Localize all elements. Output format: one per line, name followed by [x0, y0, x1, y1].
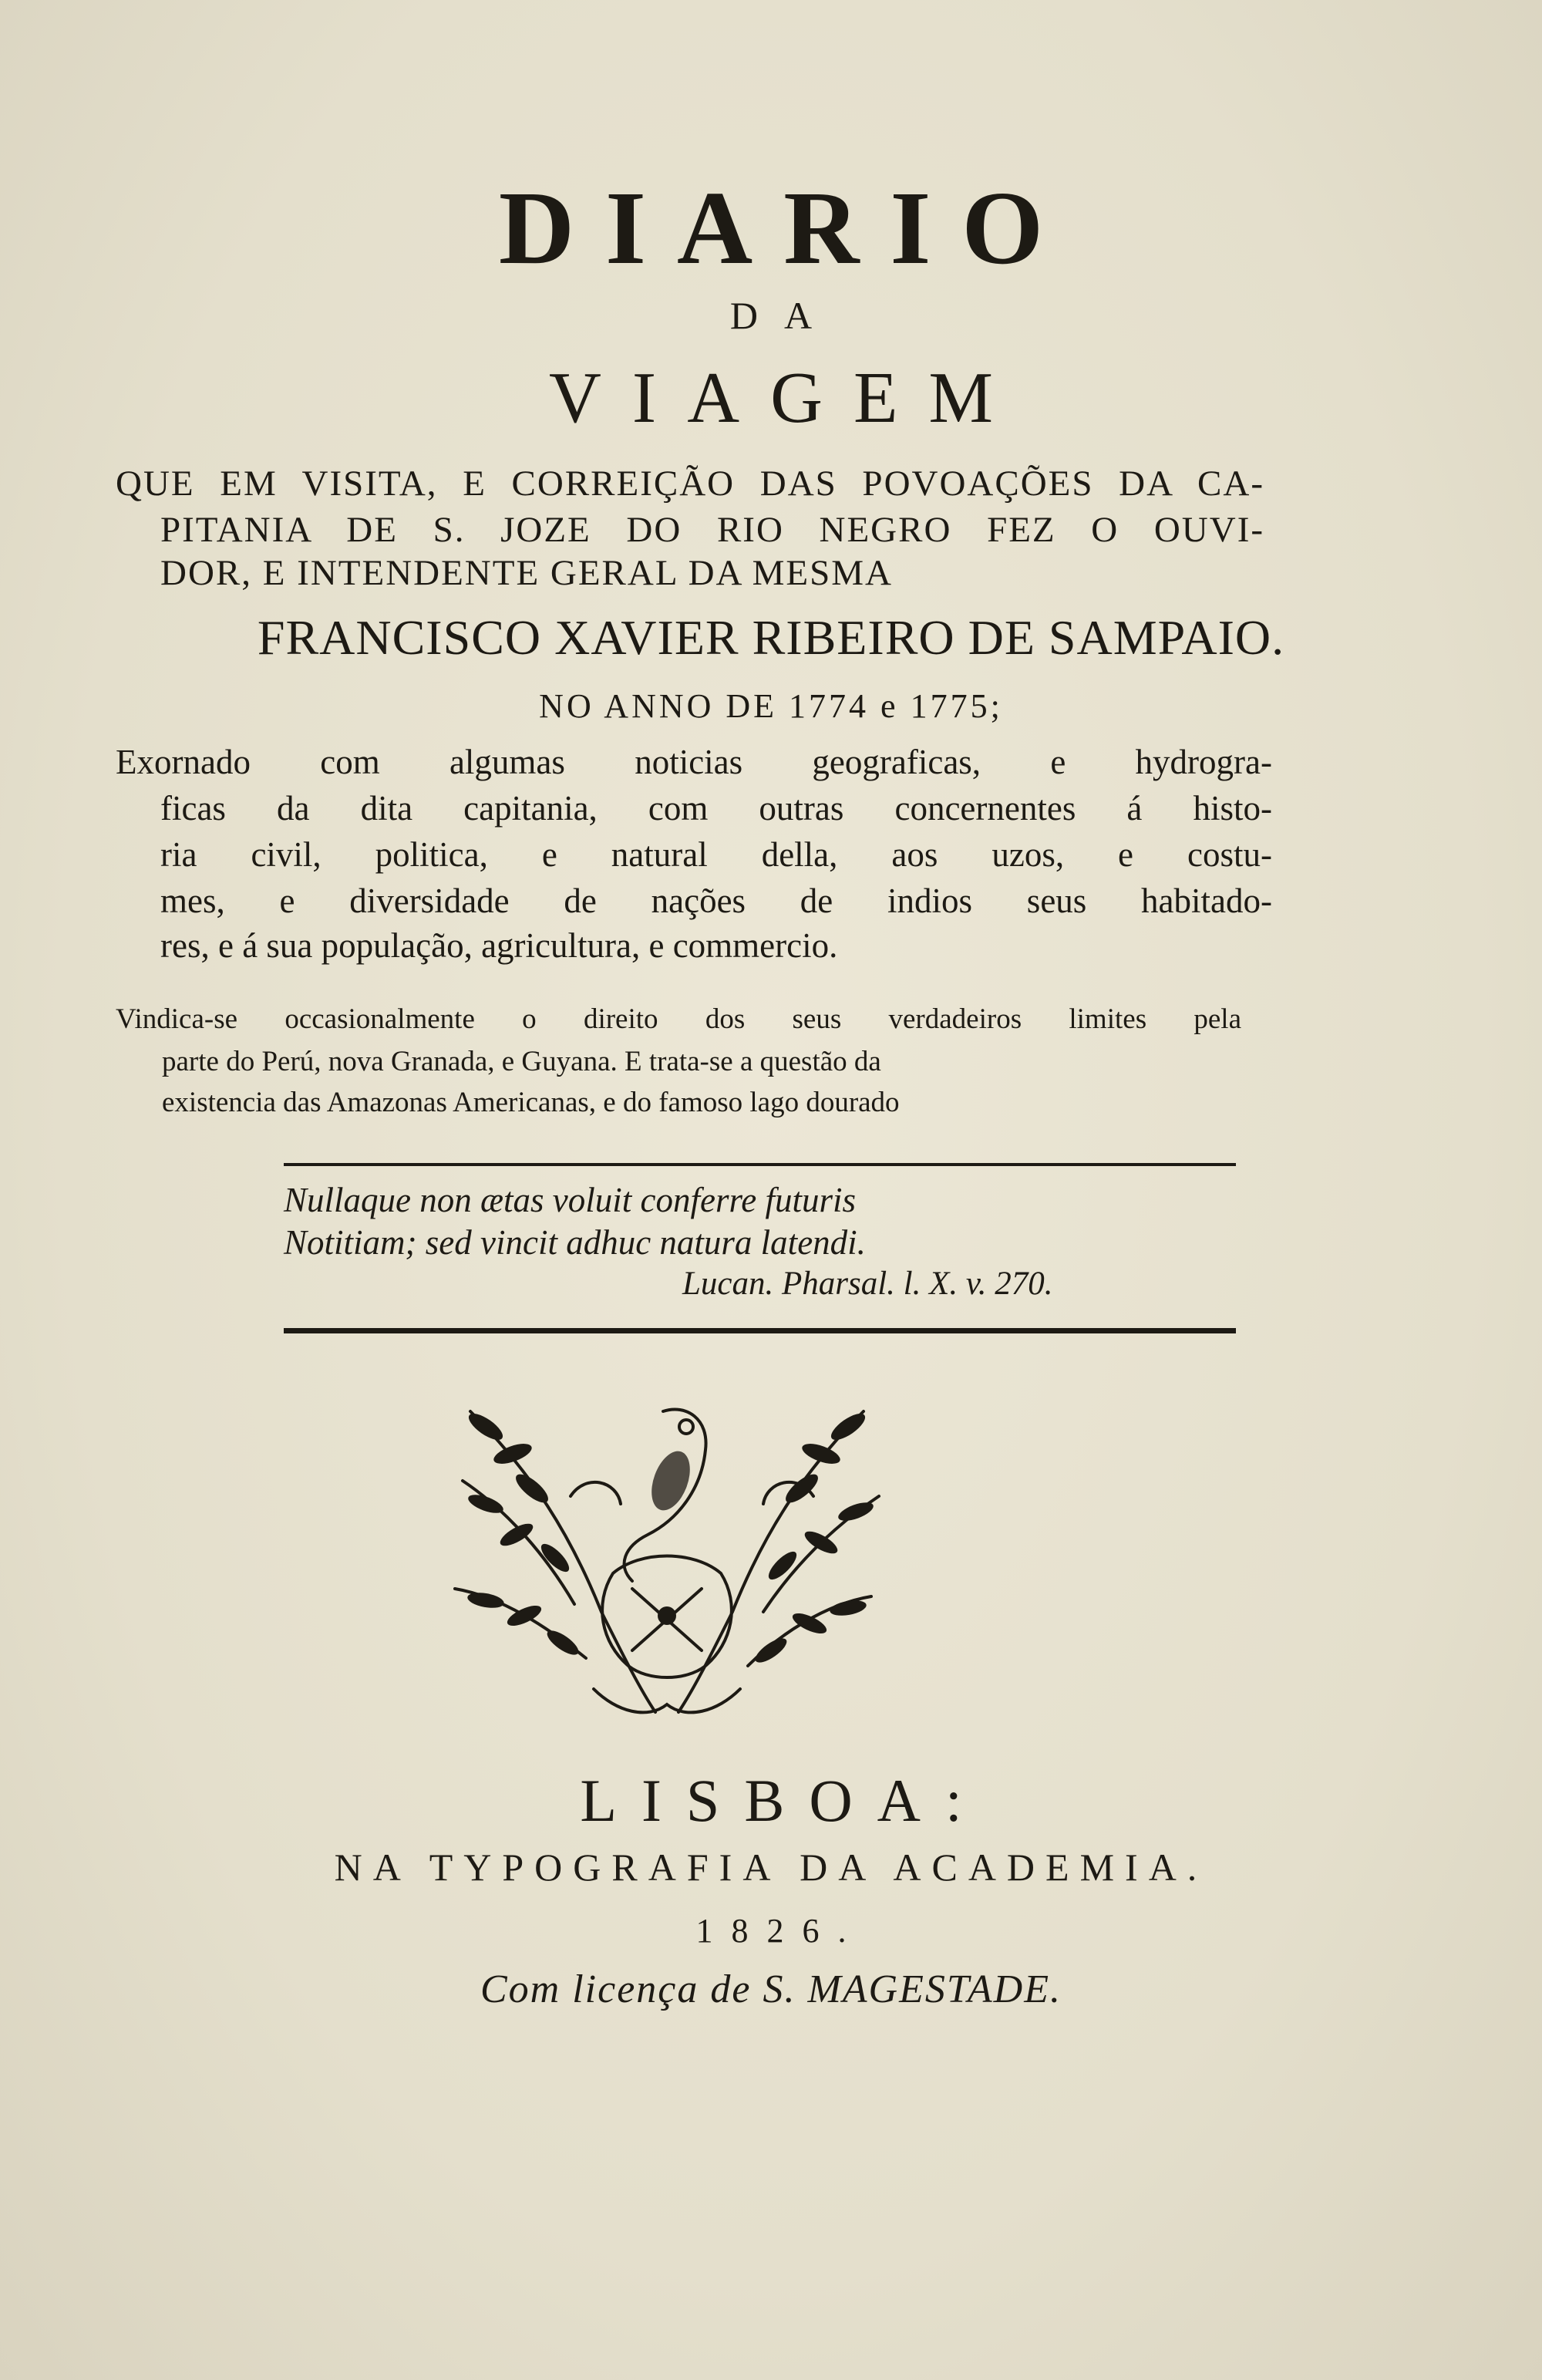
- description-line-4: mes, e diversidade de nações de indios seus habitado-: [160, 882, 1272, 920]
- subtitle-line-3: DOR, E INTENDENTE GERAL DA MESMA: [160, 553, 893, 593]
- note-line-3: existencia das Amazonas Americanas, e do famoso lago dourado: [162, 1087, 900, 1118]
- imprint-place: LISBOA:: [580, 1767, 987, 1834]
- description-line-1: Exornado com algumas noticias geograficas, e hydrogra-: [116, 743, 1272, 781]
- author-name: FRANCISCO XAVIER RIBEIRO DE SAMPAIO.: [257, 610, 1285, 665]
- imprint-year: 1826.: [695, 1912, 865, 1950]
- title-da: DA: [729, 294, 839, 337]
- subtitle-line-1: QUE EM VISITA, E CORREIÇÃO DAS POVOAÇÕES DA CA-: [116, 464, 1264, 504]
- subtitle-line-2: PITANIA DE S. JOZE DO RIO NEGRO FEZ O OUVI-: [160, 510, 1264, 550]
- title-viagem: VIAGEM: [549, 358, 1024, 438]
- rule-top: [284, 1163, 1236, 1166]
- printers-ornament-icon: [439, 1380, 894, 1735]
- imprint-license: Com licença de S. MAGESTADE.: [480, 1967, 1062, 2011]
- note-line-2: parte do Perú, nova Granada, e Guyana. E trata-se a questão da: [162, 1046, 881, 1077]
- description-line-2: ficas da dita capitania, com outras concernentes á histo-: [160, 789, 1272, 828]
- epigraph-citation: Lucan. Pharsal. l. X. v. 270.: [682, 1266, 1053, 1302]
- year-line: NO ANNO DE 1774 e 1775;: [539, 687, 1003, 725]
- imprint-press: NA TYPOGRAFIA DA ACADEMIA.: [334, 1846, 1208, 1889]
- epigraph-line-2: Notitiam; sed vincit adhuc natura latendi.: [284, 1223, 866, 1262]
- note-line-1: Vindica-se occasionalmente o direito dos seus verdadeiros limites pela: [116, 1003, 1241, 1035]
- rule-bottom: [284, 1328, 1236, 1333]
- description-line-5: res, e á sua população, agricultura, e commercio.: [160, 926, 838, 965]
- title-diario: DIARIO: [498, 170, 1075, 286]
- epigraph-line-1: Nullaque non ætas voluit conferre futuris: [284, 1181, 857, 1219]
- description-line-3: ria civil, politica, e natural della, aos uzos, e costu-: [160, 835, 1272, 874]
